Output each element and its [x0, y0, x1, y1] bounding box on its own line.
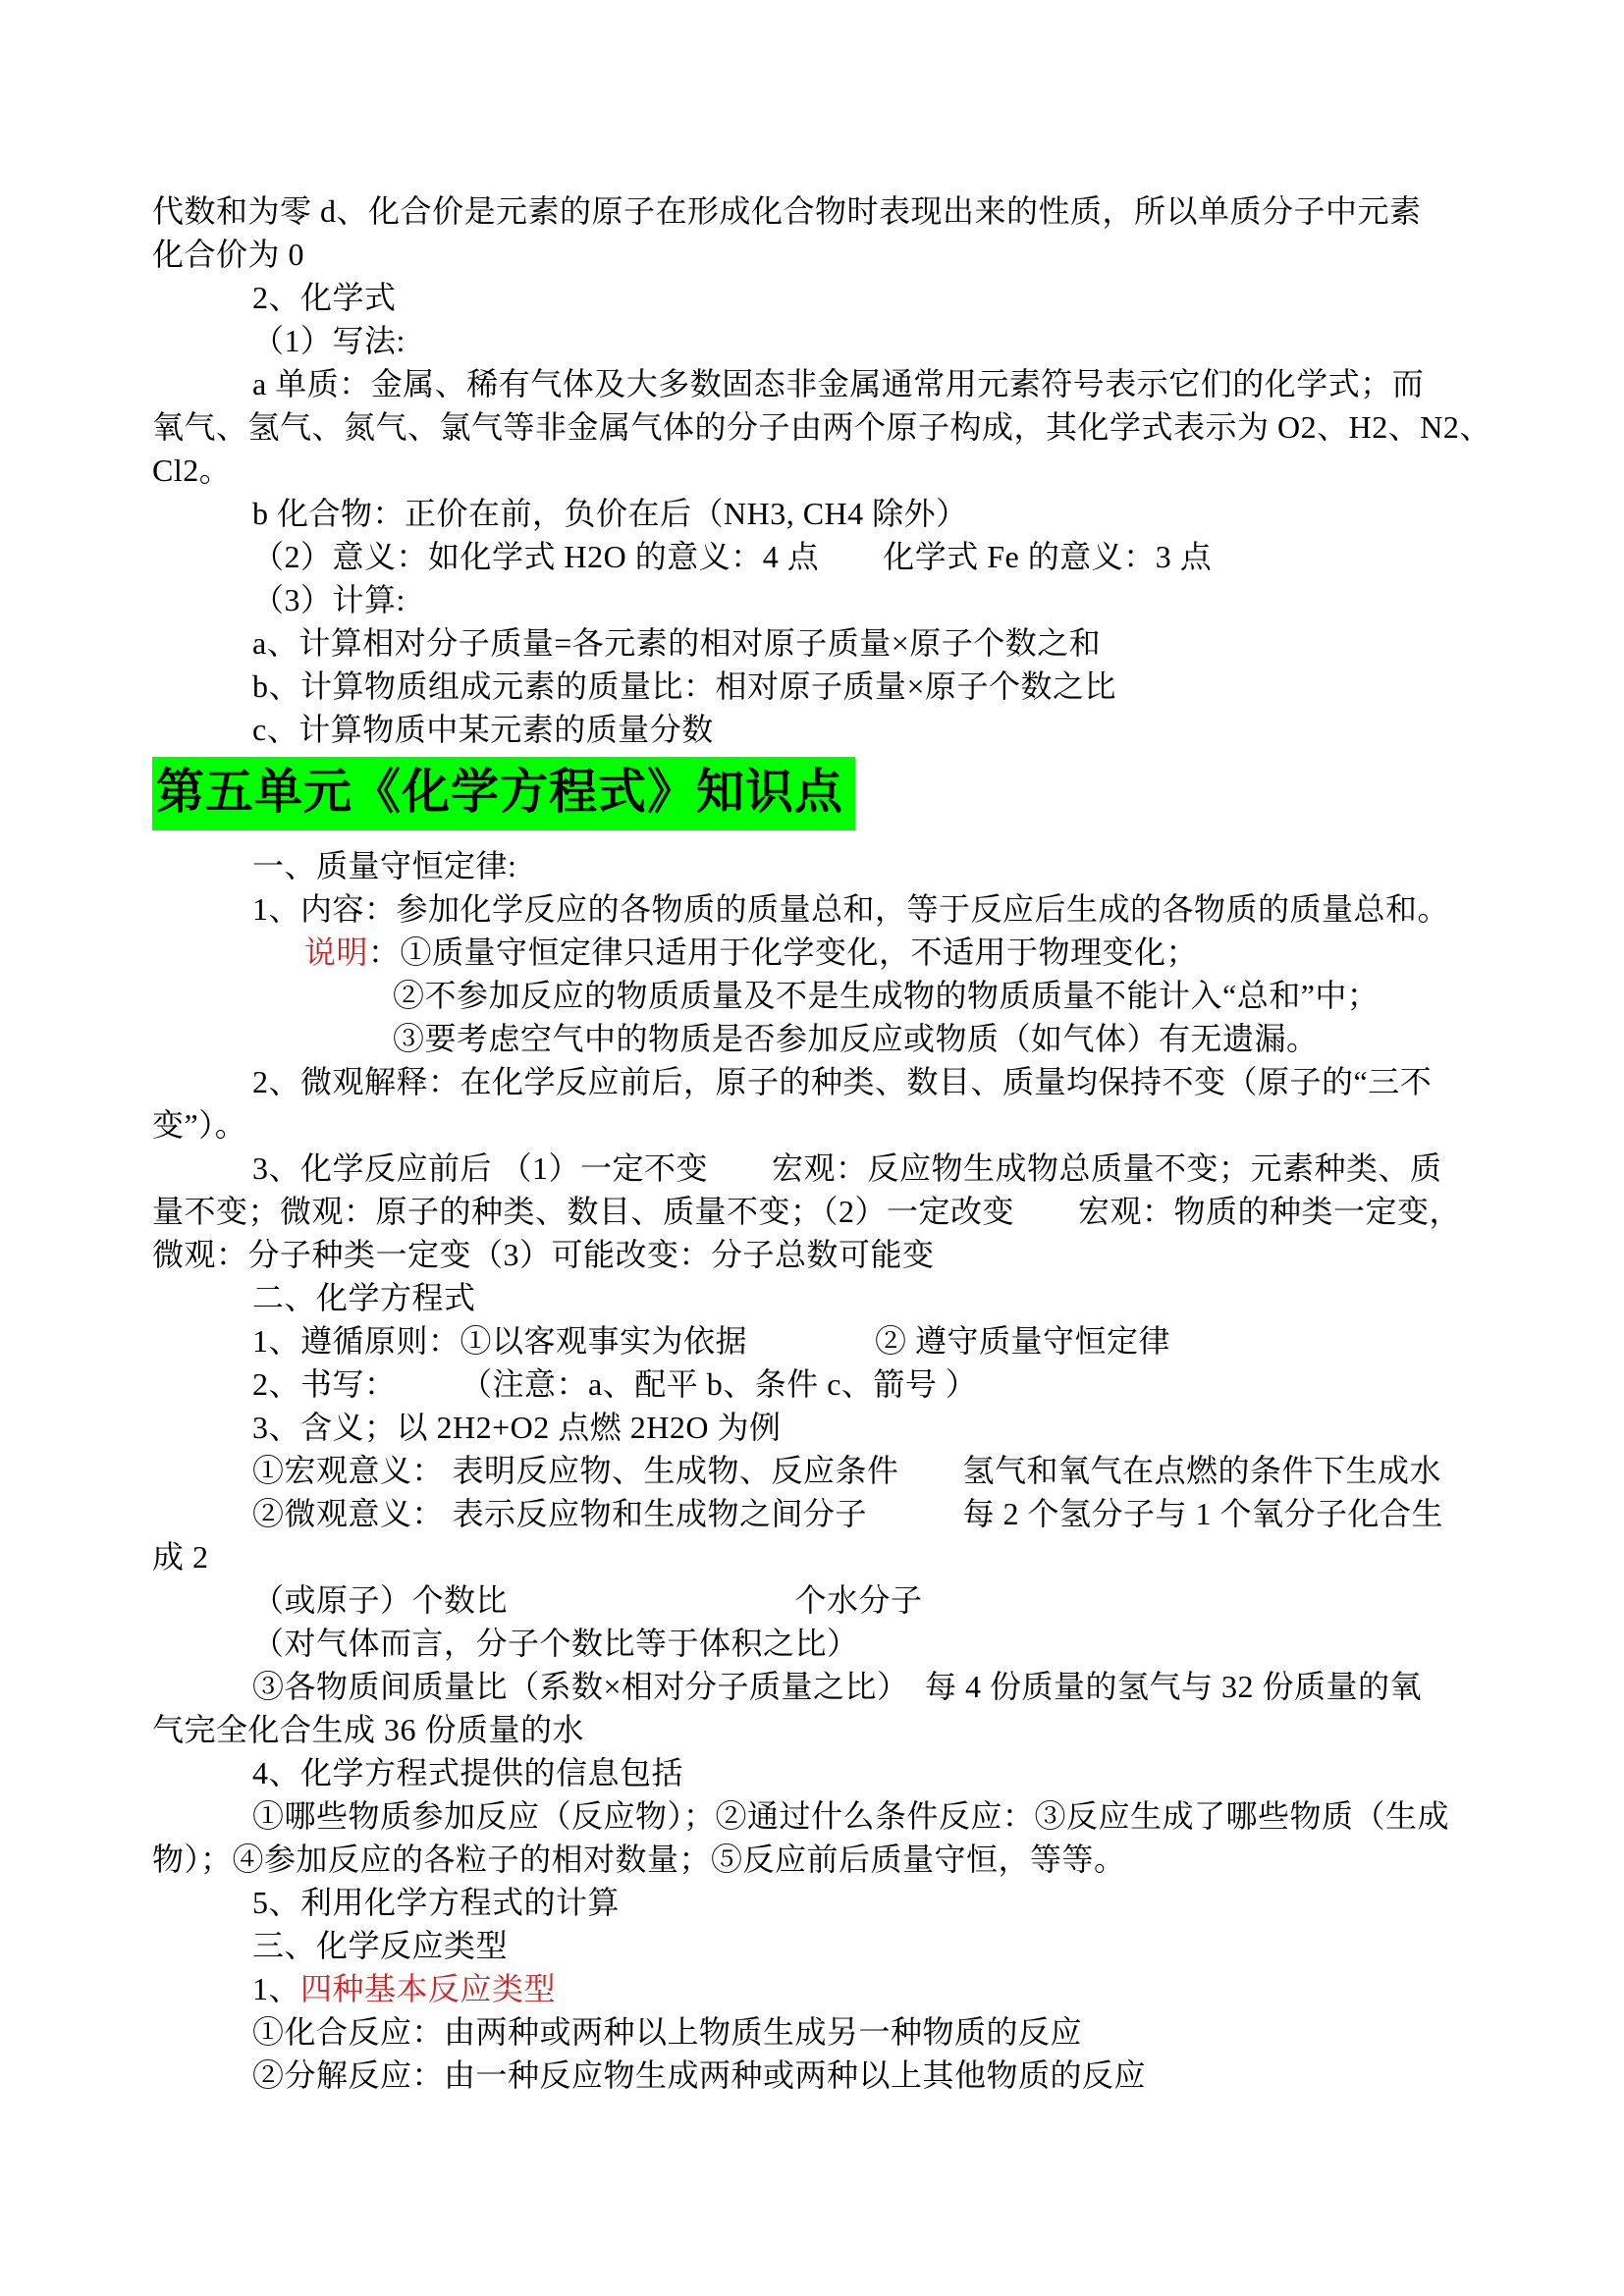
text-line	[152, 974, 1478, 1017]
text-run: 变”）。	[152, 1107, 247, 1143]
text-line	[152, 887, 1478, 931]
text-line	[152, 1362, 1478, 1406]
text-run: 2、化学式	[252, 280, 397, 315]
text-line	[152, 1060, 1478, 1103]
emphasis-red-text: 说明	[304, 934, 369, 970]
text-line	[152, 708, 1478, 751]
text-run: ②分解反应：由一种反应物生成两种或两种以上其他物质的反应	[252, 2057, 1147, 2093]
text-run: 3、化学反应前后 （1）一定不变 宏观：反应物生成物总质量不变；元素种类、质	[252, 1150, 1442, 1186]
text-line	[152, 276, 1478, 319]
text-line	[152, 1924, 1478, 1967]
text-run: 三、化学反应类型	[252, 1928, 509, 1963]
text-line	[152, 2010, 1478, 2054]
text-run: （2）意义：如化学式 H2O 的意义：4 点 化学式 Fe 的意义：3 点	[252, 539, 1213, 574]
text-run: b 化合物：正价在前，负价在后（NH3, CH4 除外）	[252, 496, 968, 531]
text-line	[152, 1751, 1478, 1794]
text-run: ③要考虑空气中的物质是否参加反应或物质（如气体）有无遗漏。	[393, 1021, 1319, 1056]
text-line	[152, 1665, 1478, 1708]
text-run: 成 2	[152, 1539, 209, 1575]
text-line	[152, 1622, 1478, 1665]
text-line	[152, 1449, 1478, 1492]
text-line	[152, 1794, 1478, 1838]
text-run: 量不变；微观：原子的种类、数目、质量不变；（2）一定改变 宏观：物质的种类一定变，	[152, 1194, 1462, 1229]
text-line	[152, 405, 1491, 449]
text-line	[152, 665, 1478, 708]
text-run: （或原子）个数比 个水分子	[252, 1582, 923, 1618]
text-line	[152, 233, 1478, 276]
text-run: 1、遵循原则：①以客观事实为依据 ② 遵守质量守恒定律	[252, 1323, 1171, 1359]
text-run: b、计算物质组成元素的质量比：相对原子质量×原子个数之比	[252, 668, 1117, 704]
text-run: 1、	[252, 1971, 301, 2006]
text-run: 微观：分子种类一定变（3）可能改变：分子总数可能变	[152, 1237, 935, 1272]
text-run: ：①质量守恒定律只适用于化学变化，不适用于物理变化；	[368, 934, 1199, 970]
text-run: c、计算物质中某元素的质量分数	[252, 712, 714, 747]
unit-heading-row	[152, 757, 1478, 830]
text-line	[152, 1103, 1478, 1147]
text-run: 化合价为 0	[152, 237, 305, 272]
text-line	[152, 1147, 1478, 1190]
text-line	[152, 535, 1478, 578]
text-line	[152, 1233, 1478, 1276]
text-line	[152, 189, 1478, 233]
text-line	[152, 1017, 1478, 1060]
unit-heading: 第五单元《化学方程式》知识点	[152, 757, 855, 830]
text-run: 2、书写： （注意：a、配平 b、条件 c、箭号 ）	[252, 1366, 978, 1402]
text-run: ①哪些物质参加反应（反应物）；②通过什么条件反应：③反应生成了哪些物质（生成	[252, 1798, 1450, 1834]
text-line	[152, 1535, 1478, 1578]
text-line	[152, 2054, 1478, 2097]
text-run: ①宏观意义： 表明反应物、生成物、反应条件 氢气和氧气在点燃的条件下生成水	[252, 1453, 1442, 1488]
text-line	[152, 1838, 1478, 1881]
text-run: ③各物质间质量比（系数×相对分子质量之比） 每 4 份质量的氢气与 32 份质量的氧	[252, 1669, 1423, 1704]
text-line	[152, 1190, 1478, 1233]
text-run: 一、质量守恒定律:	[252, 848, 517, 883]
text-run: ②微观意义： 表示反应物和生成物之间分子 每 2 个氢分子与 1 个氧分子化合生	[252, 1496, 1444, 1531]
text-run: 5、利用化学方程式的计算	[252, 1885, 621, 1920]
text-line	[152, 1319, 1478, 1362]
text-line	[152, 578, 1478, 621]
text-run: 代数和为零 d、化合价是元素的原子在形成化合物时表现出来的性质，所以单质分子中元素	[152, 193, 1422, 229]
text-line	[152, 844, 1478, 887]
text-run: a 单质：金属、稀有气体及大多数固态非金属通常用元素符号表示它们的化学式；而	[252, 366, 1425, 401]
emphasis-red-text: 四种基本反应类型	[300, 1971, 557, 2006]
text-line	[152, 621, 1478, 665]
text-run: （3）计算:	[252, 582, 406, 617]
text-line	[152, 1276, 1478, 1319]
text-run: Cl2。	[152, 453, 232, 488]
text-line	[152, 1708, 1478, 1751]
text-line	[152, 492, 1478, 535]
text-run: 二、化学方程式	[252, 1280, 476, 1315]
text-line	[152, 449, 1478, 492]
document-content	[152, 189, 1491, 2097]
text-line	[152, 931, 1478, 974]
text-run: 物）；④参加反应的各粒子的相对数量；⑤反应前后质量守恒，等等。	[152, 1842, 1126, 1877]
text-line	[152, 1578, 1478, 1622]
text-run: 气完全化合生成 36 份质量的水	[152, 1712, 585, 1747]
text-line	[152, 362, 1478, 405]
text-run: （1）写法:	[252, 323, 406, 358]
text-run: 3、含义；以 2H2+O2 点燃 2H2O 为例	[252, 1410, 782, 1445]
text-line	[152, 1492, 1478, 1535]
text-run: 氧气、氢气、氮气、氯气等非金属气体的分子由两个原子构成，其化学式表示为 O2、H2、N2、	[152, 409, 1491, 445]
text-line	[152, 1881, 1478, 1924]
text-line	[152, 1406, 1478, 1449]
text-line	[152, 319, 1478, 362]
text-run: 4、化学方程式提供的信息包括	[252, 1755, 684, 1790]
text-run: 1、内容：参加化学反应的各物质的质量总和，等于反应后生成的各物质的质量总和。	[252, 891, 1450, 927]
text-run: ②不参加反应的物质质量及不是生成物的物质质量不能计入“总和”中；	[393, 978, 1380, 1013]
text-run: （对气体而言，分子个数比等于体积之比）	[252, 1626, 859, 1661]
text-run: 2、微观解释：在化学反应前后，原子的种类、数目、质量均保持不变（原子的“三不	[252, 1064, 1433, 1099]
text-line	[152, 1967, 1478, 2010]
text-run: ①化合反应：由两种或两种以上物质生成另一种物质的反应	[252, 2014, 1083, 2050]
text-run: a、计算相对分子质量=各元素的相对原子质量×原子个数之和	[252, 625, 1102, 661]
